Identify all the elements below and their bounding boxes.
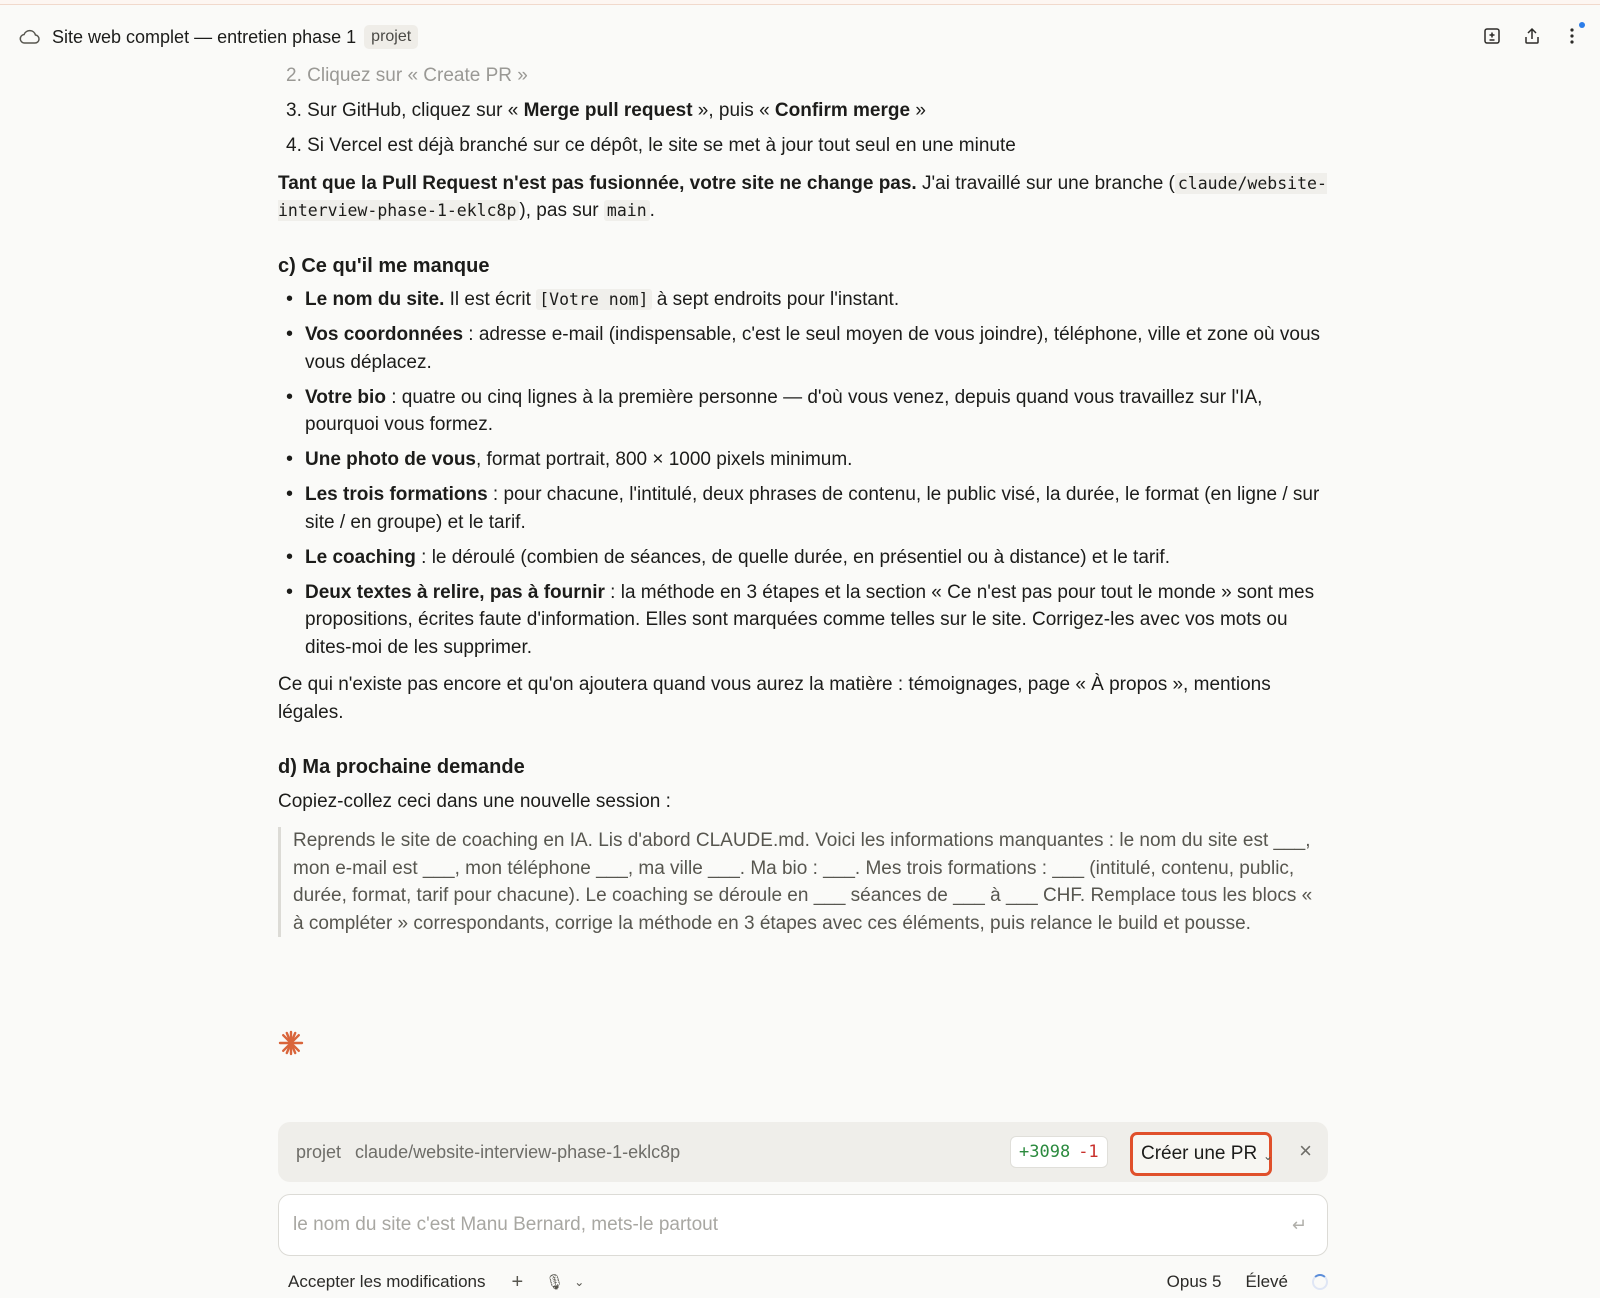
accept-changes-toggle[interactable]: Accepter les modifications [288,1272,486,1291]
section-d-heading: d) Ma prochaine demande [278,756,525,778]
composer-footer [278,1268,1328,1296]
pr-note: Tant que la Pull Request n'est pas fusionnée, votre site ne change pas. J'ai travaillé sur une branche ( claude/website-interview-phase-1-eklc8p ), pas sur main . [278,172,1327,221]
branch-project-label: projet [296,1141,342,1162]
notification-dot [1579,22,1585,28]
message-input[interactable] [293,1214,1313,1236]
future-note: Ce qui n'existe pas encore et qu'on ajoutera quand vous aurez la matière : témoignages, page « À propos », mentions légales. [278,674,1271,723]
list-item: • Votre bio : quatre ou cinq lignes à la première personne — d'où vous venez, depuis quand vous travaillez sur l'IA, pourquoi vous formez. [286,384,1328,439]
list-item: • Une photo de vous, format portrait, 800 × 1000 pixels minimum. [286,446,1328,474]
list-item: • Vos coordonnées : adresse e-mail (indispensable, c'est le seul moyen de vous joindre), téléphone, ville et zone où vous vous déplacez. [286,321,1328,376]
project-badge: projet [364,25,418,49]
effort-selector[interactable]: Élevé [1245,1272,1288,1291]
section-d-intro: Copiez-collez ceci dans une nouvelle session : [278,790,671,812]
chevron-down-icon[interactable]: ⌄ [574,1275,585,1289]
cloud-icon [18,25,42,49]
composer [278,1194,1328,1256]
additions-count: +3098 [1019,1142,1071,1162]
steps-list [278,62,1328,160]
branch-bar [278,1122,1328,1182]
step-3: 3. Sur GitHub, cliquez sur « Merge pull request », puis « Confirm merge » [286,100,926,121]
missing-items-list [278,286,1328,661]
model-controls [1167,1272,1328,1292]
branch-code: claude/website-interview-phase-1-eklc8p [278,173,1327,220]
section-c-heading: c) Ce qu'il me manque [278,254,490,277]
assistant-message [278,62,1328,937]
deletions-count: -1 [1078,1142,1099,1162]
plus-icon[interactable]: + [511,1270,524,1293]
top-accent-bar [0,0,1600,5]
branch-name: claude/website-interview-phase-1-eklc8p [355,1141,681,1162]
next-prompt-quote: Reprends le site de coaching en IA. Lis d'abord CLAUDE.md. Voici les informations manquantes : le nom du site est ___, mon e-mail est ___, mon téléphone ___, ma ville ___. Ma bio : ___. Mes trois formations : ___ (intitulé, contenu, public, durée, format, tarif pour chacune). Le coaching se déroule en ___ séances de ___ à ___ CHF. Remplace tous les blocs « à compléter » correspondants, corrige la méthode en 3 étapes avec ces éléments, puis relance le build et pousse. [278,827,1328,937]
model-selector[interactable]: Opus 5 [1166,1272,1222,1291]
loading-spinner-icon [1312,1274,1328,1290]
header [0,6,1600,68]
header-actions [1482,26,1582,46]
diff-stats[interactable] [1010,1136,1108,1168]
main-code: main [604,200,650,221]
create-pr-label: Créer une PR [1141,1143,1258,1164]
list-item: • Le coaching : le déroulé (combien de séances, de quelle durée, en présentiel ou à distance) et le tarif. [286,544,1328,572]
claude-spark-icon [278,1030,304,1056]
more-options-icon[interactable] [1562,26,1582,46]
list-item: • Le nom du site. Il est écrit [Votre nom] à sept endroits pour l'instant. [286,286,1328,314]
enter-icon[interactable]: ↵ [1291,1215,1307,1235]
list-item: • Deux textes à relire, pas à fournir : la méthode en 3 étapes et la section « Ce n'est pas pour tout le monde » sont mes propositions, écrites faute d'information. Elles sont marquées comme telles sur le site. Corrigez-les avec vos mots ou dites-moi de les supprimer. [286,579,1328,662]
diff-panel-icon[interactable] [1482,26,1502,46]
close-icon[interactable]: × [1299,1138,1312,1163]
step-4: 4. Si Vercel est déjà branché sur ce dépôt, le site se met à jour tout seul en une minute [286,135,1016,156]
chevron-down-icon[interactable]: ⌄ [1262,1149,1273,1163]
share-icon[interactable] [1522,26,1542,46]
step-2: 2. Cliquez sur « Create PR » [286,65,528,86]
session-title[interactable]: Site web complet — entretien phase 1 [52,26,357,47]
list-item: • Les trois formations : pour chacune, l'intitulé, deux phrases de contenu, le public visé, la durée, le format (en ligne / sur site / en groupe) et le tarif. [286,481,1328,536]
microphone-icon[interactable]: 🎙 [545,1274,565,1291]
create-pr-button[interactable] [1130,1132,1272,1176]
